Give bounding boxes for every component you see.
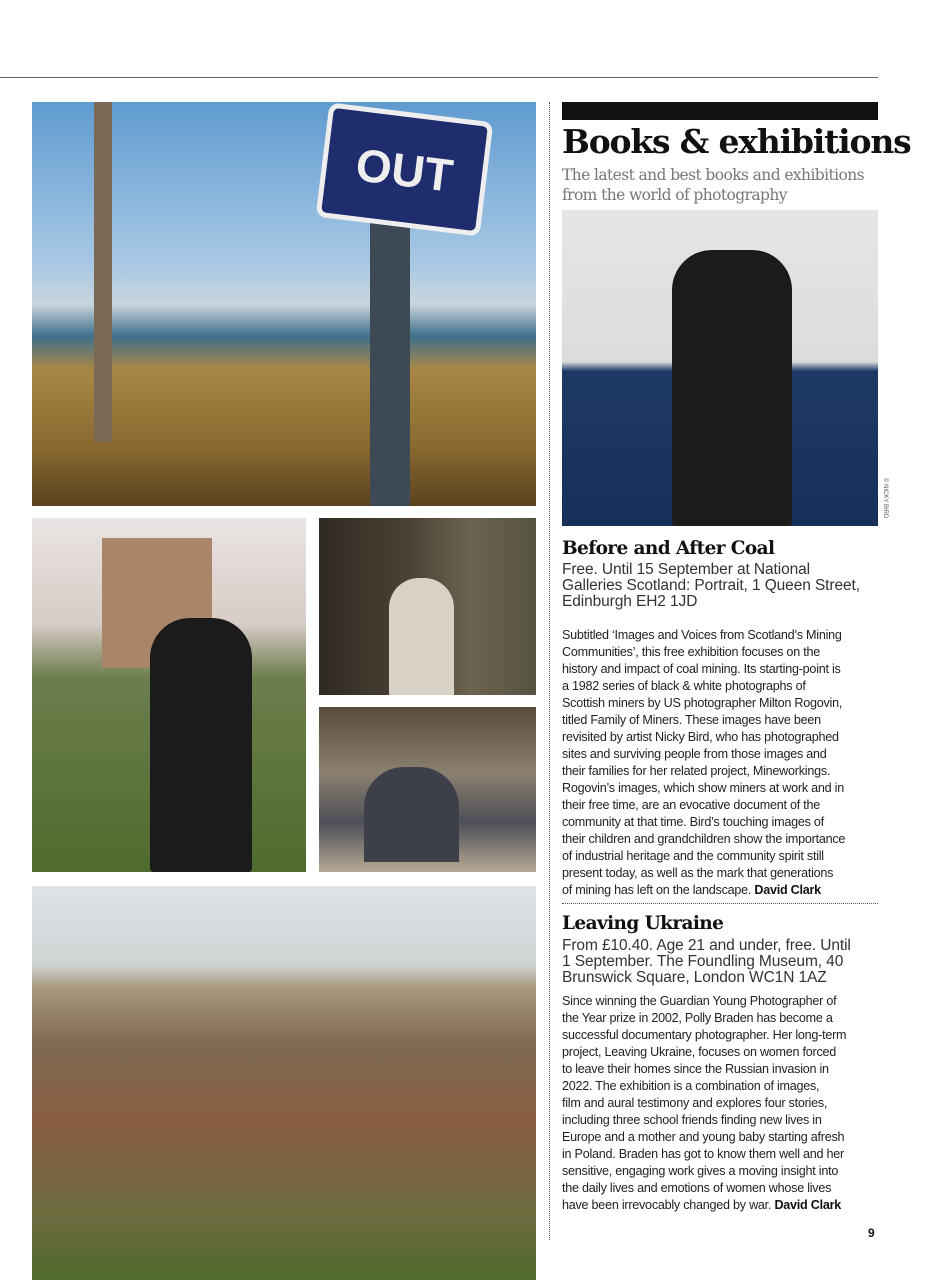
telegraph-pole [94, 102, 112, 442]
body-text: including three school friends finding new lives in [562, 1113, 822, 1127]
body-line [562, 1078, 846, 1095]
info-line: Free. Until 15 September at National [562, 561, 810, 578]
woman-figure [150, 618, 252, 872]
photo-sea-cliffs [32, 886, 536, 1280]
body-text: a 1982 series of black & white photographs of [562, 679, 806, 693]
body-line [562, 882, 845, 899]
body-text: sites and surviving people from those images and [562, 747, 827, 761]
body-line [562, 797, 845, 814]
body-text: Subtitled ‘Images and Voices from Scotland’s Mining [562, 628, 842, 642]
body-line [562, 1095, 846, 1112]
body-text: Rogovin’s images, which show miners at work and in [562, 781, 844, 795]
body-text: revisited by artist Nicky Bird, who has photographed [562, 730, 839, 744]
page-number: 9 [868, 1226, 875, 1240]
body-text: the daily lives and emotions of women whose lives [562, 1181, 832, 1195]
body-line [562, 1129, 846, 1146]
body-line [562, 1180, 846, 1197]
body-line [562, 848, 845, 865]
photo-girl-doorway [319, 518, 536, 695]
info-line: Galleries Scotland: Portrait, 1 Queen Street, [562, 577, 860, 594]
body-text: Scottish miners by US photographer Milton Rogovin, [562, 696, 843, 710]
body-text: the Year prize in 2002, Polly Braden has become a [562, 1011, 833, 1025]
body-line [562, 712, 845, 729]
body-text: history and impact of coal mining. Its starting-point is [562, 662, 841, 676]
body-text: of industrial heritage and the community spirit still [562, 849, 824, 863]
body-line [562, 1112, 846, 1129]
photo-woman-table [319, 707, 536, 872]
body-text: 2022. The exhibition is a combination of images, [562, 1079, 820, 1093]
photo-out-sign-landscape [32, 102, 536, 506]
body-line [562, 1027, 846, 1044]
body-line [562, 661, 845, 678]
body-text: sensitive, engaging work gives a moving insight into [562, 1164, 839, 1178]
body-line [562, 644, 845, 661]
body-line [562, 780, 845, 797]
section-subtitle [562, 165, 882, 205]
sign-pole [370, 222, 410, 506]
top-rule [0, 77, 878, 78]
body-line [562, 763, 845, 780]
body-text: of mining has left on the landscape. [562, 883, 752, 897]
section-bar [562, 102, 878, 120]
article-body [562, 627, 845, 899]
photo-credit: © NICKY BIRD [882, 478, 888, 519]
miner-figure [672, 250, 792, 526]
body-line [562, 993, 846, 1010]
body-text: community at that time. Bird’s touching images of [562, 815, 824, 829]
body-line [562, 814, 845, 831]
body-text: their families for her related project, Mineworkings. [562, 764, 831, 778]
body-line [562, 746, 845, 763]
article-info [562, 562, 860, 610]
body-line [562, 865, 845, 882]
article-title: Before and After Coal [562, 538, 775, 559]
body-line [562, 831, 845, 848]
body-line [562, 1197, 846, 1214]
byline: David Clark [754, 883, 821, 897]
body-line [562, 627, 845, 644]
body-text: film and aural testimony and explores four stories, [562, 1096, 828, 1110]
article-info [562, 938, 851, 986]
body-line [562, 1044, 846, 1061]
body-text: their free time, are an evocative document of the [562, 798, 820, 812]
info-line: Edinburgh EH2 1JD [562, 593, 698, 610]
info-line: 1 September. The Foundling Museum, 40 [562, 953, 844, 970]
section-title: Books & exhibitions [562, 122, 911, 161]
body-text: Communities’, this free exhibition focuses on the [562, 645, 820, 659]
body-line [562, 1146, 846, 1163]
body-line [562, 729, 845, 746]
body-text: in Poland. Braden has got to know them well and her [562, 1147, 844, 1161]
body-text: Since winning the Guardian Young Photographer of [562, 994, 837, 1008]
body-text: project, Leaving Ukraine, focuses on women forced [562, 1045, 837, 1059]
photo-miner-portrait [562, 210, 878, 526]
column-divider [549, 102, 550, 1240]
body-text: present today, as well as the mark that generations [562, 866, 834, 880]
out-sign: OUT [316, 102, 494, 236]
byline: David Clark [774, 1198, 841, 1212]
body-line [562, 1163, 846, 1180]
body-line [562, 695, 845, 712]
subtitle-line: from the world of photography [562, 186, 787, 204]
girl-figure [389, 578, 454, 695]
body-line [562, 1010, 846, 1027]
body-text: titled Family of Miners. These images have been [562, 713, 821, 727]
photo-woman-field [32, 518, 306, 872]
info-line: Brunswick Square, London WC1N 1AZ [562, 969, 827, 986]
body-text: have been irrevocably changed by war. [562, 1198, 772, 1212]
body-text: successful documentary photographer. Her long-term [562, 1028, 847, 1042]
body-text: Europe and a mother and young baby starting afresh [562, 1130, 845, 1144]
body-line [562, 678, 845, 695]
body-line [562, 1061, 846, 1078]
article-title: Leaving Ukraine [562, 913, 724, 934]
article-body [562, 993, 846, 1214]
body-text: to leave their homes since the Russian invasion in [562, 1062, 829, 1076]
subtitle-line: The latest and best books and exhibitions [562, 166, 864, 184]
info-line: From £10.40. Age 21 and under, free. Until [562, 937, 851, 954]
woman-figure [364, 767, 459, 862]
article-divider [562, 903, 878, 904]
body-text: their children and grandchildren show the importance [562, 832, 846, 846]
